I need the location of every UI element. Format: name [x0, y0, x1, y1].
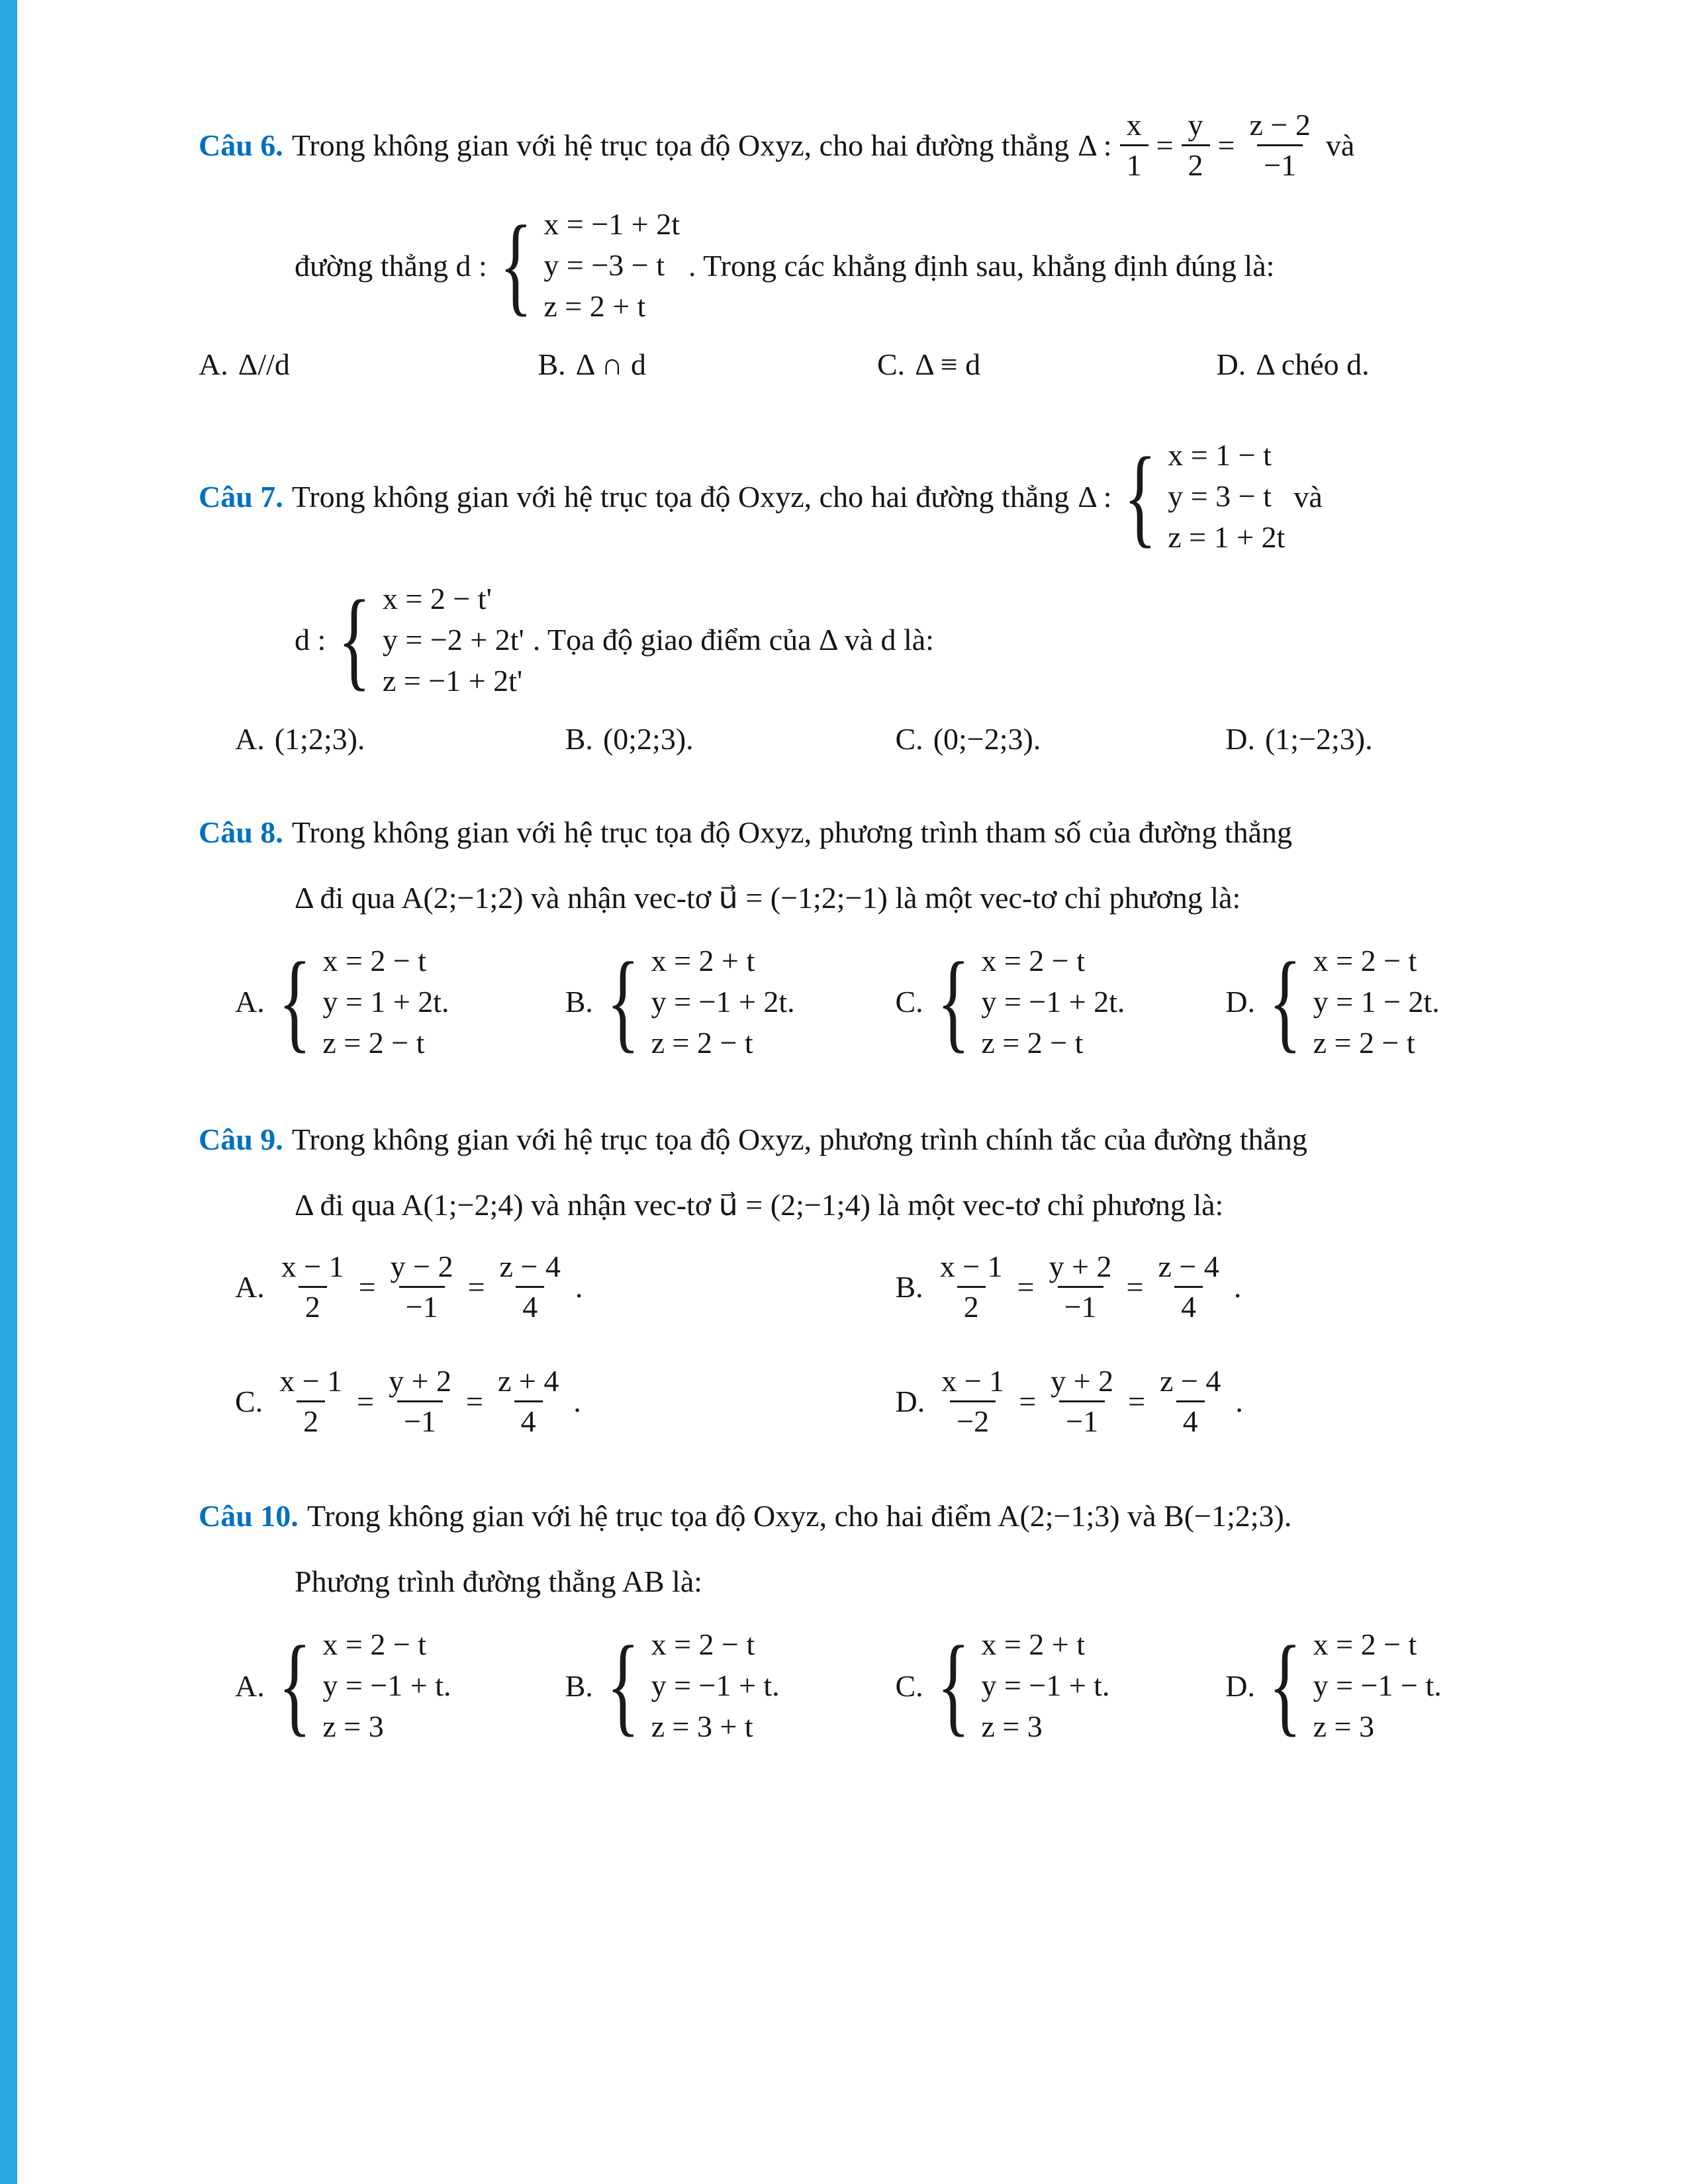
system-line: y = −1 + t.	[981, 1668, 1110, 1703]
fraction-denominator: 2	[299, 1286, 327, 1326]
question-8-line2: Δ đi qua A(2;−1;2) và nhận vec-tơ u⃗ = (−1;2;−1) là một vec-tơ chỉ phương là:	[295, 880, 1241, 915]
question-10-label: Câu 10.	[199, 1499, 299, 1533]
system-line: y = −1 + 2t.	[981, 984, 1125, 1019]
option-letter: B.	[538, 347, 566, 382]
option-a	[235, 940, 565, 1064]
option-b	[538, 347, 878, 382]
fraction-numerator: y + 2	[1051, 1364, 1114, 1398]
equation-system-delta	[1120, 435, 1286, 558]
option-letter: A.	[235, 1269, 265, 1304]
question-7-label: Câu 7.	[199, 479, 283, 514]
system-line: y = −1 + t.	[651, 1668, 780, 1703]
system-lines	[322, 1624, 451, 1747]
option-letter: C.	[895, 721, 923, 756]
system-line: z = 3	[1313, 1709, 1374, 1744]
option-a	[235, 721, 565, 756]
option-letter: C.	[235, 1384, 263, 1418]
option-d	[1225, 1624, 1556, 1747]
left-brace-icon: {	[278, 1623, 312, 1747]
option-text: Δ ≡ d	[915, 347, 981, 382]
question-8-label: Câu 8.	[199, 815, 283, 849]
system-line: z = 2 − t	[651, 1026, 753, 1060]
fraction-numerator: y + 2	[1049, 1250, 1112, 1284]
left-brace-icon: {	[499, 203, 533, 327]
delta-prefix: Δ :	[1078, 128, 1112, 162]
system-line: x = 2 + t	[981, 1627, 1085, 1662]
option-text: (1;−2;3).	[1264, 721, 1373, 756]
equals-sign: =	[1019, 1384, 1037, 1418]
option-a	[235, 1248, 896, 1326]
question-6-intro: Trong không gian với hệ trục tọa độ Oxyz, cho hai đường thẳng	[291, 128, 1070, 162]
option-letter: D.	[1225, 1668, 1255, 1703]
fraction-y	[1182, 106, 1210, 184]
left-brace-icon: {	[1268, 940, 1302, 1064]
fraction-denominator: −2	[950, 1400, 996, 1441]
option-equation	[273, 1362, 581, 1440]
option-letter: A.	[235, 985, 265, 1019]
option-system	[275, 940, 449, 1064]
question-9-statement	[199, 1116, 1556, 1162]
equals-sign: =	[1128, 1384, 1146, 1418]
question-6-statement	[199, 106, 1556, 184]
option-text: Δ//d	[238, 347, 290, 382]
question-8-statement	[199, 809, 1556, 855]
option-text: Δ ∩ d	[575, 347, 646, 382]
system-line: y = −1 + t.	[322, 1668, 451, 1703]
question-6-options	[199, 347, 1556, 382]
conjunction-va: và	[1293, 479, 1323, 514]
question-7-statement	[199, 435, 1556, 558]
system-line: z = 2 − t	[1313, 1026, 1415, 1060]
fraction	[382, 1362, 458, 1440]
fraction-x	[1120, 106, 1149, 184]
fraction	[384, 1248, 460, 1326]
question-6	[199, 106, 1556, 382]
equals-sign: =	[466, 1384, 483, 1418]
option-letter: B.	[895, 1269, 923, 1304]
equals-sign: =	[358, 1269, 376, 1304]
system-line: x = 2 − t	[1313, 1627, 1417, 1662]
fraction-numerator: x − 1	[279, 1364, 343, 1398]
option-letter: C.	[895, 1668, 923, 1703]
left-brace-icon: {	[937, 1623, 970, 1747]
question-6-line-d	[295, 204, 1556, 327]
fraction	[935, 1362, 1011, 1440]
option-d	[1225, 940, 1556, 1064]
option-c	[235, 1362, 896, 1440]
fraction-numerator: x − 1	[941, 1364, 1005, 1398]
left-brace-icon: {	[606, 940, 640, 1064]
option-system	[933, 940, 1125, 1064]
option-letter: B.	[565, 721, 593, 756]
fraction	[1153, 1362, 1227, 1440]
system-lines	[1168, 435, 1285, 558]
system-line: y = −1 + 2t.	[651, 984, 795, 1019]
fraction-numerator: y + 2	[389, 1364, 452, 1398]
equals-sign: =	[1217, 128, 1235, 162]
fraction-numerator: z + 4	[498, 1364, 559, 1398]
system-line: x = 2 − t'	[382, 581, 492, 615]
system-line: z = 2 − t	[981, 1026, 1084, 1060]
left-brace-icon: {	[338, 577, 371, 701]
question-9-label: Câu 9.	[199, 1122, 283, 1157]
option-c	[896, 1624, 1226, 1747]
fraction-numerator: z − 4	[1158, 1250, 1219, 1284]
system-line: x = 2 + t	[651, 943, 755, 978]
question-8-options	[199, 940, 1556, 1064]
question-9-options	[199, 1248, 1556, 1440]
system-lines	[543, 204, 680, 327]
conjunction-va: và	[1325, 128, 1355, 162]
question-10-intro: Trong không gian với hệ trục tọa độ Oxyz, cho hai điểm A(2;−1;3) và B(−1;2;3).	[306, 1499, 1292, 1533]
option-b	[565, 940, 896, 1064]
option-letter: A.	[235, 1668, 265, 1703]
question-7-delta-system	[1078, 435, 1285, 558]
fraction	[275, 1248, 351, 1326]
fraction-denominator: −1	[1059, 1400, 1105, 1441]
option-b	[565, 721, 896, 756]
system-line: z = 1 + 2t	[1168, 520, 1286, 555]
question-10-statement	[199, 1493, 1556, 1539]
question-7-intro: Trong không gian với hệ trục tọa độ Oxyz, cho hai đường thẳng	[291, 479, 1070, 514]
fraction	[491, 1362, 565, 1440]
system-line: y = 1 − 2t.	[1313, 984, 1440, 1019]
option-letter: D.	[1225, 985, 1255, 1019]
system-lines	[981, 1624, 1109, 1747]
option-system	[603, 1624, 780, 1747]
fraction	[1044, 1362, 1120, 1440]
left-brace-icon: {	[606, 1623, 640, 1747]
fraction-denominator: −1	[397, 1400, 443, 1441]
fraction-numerator: y	[1188, 108, 1203, 142]
system-line: z = 3 + t	[651, 1709, 753, 1744]
option-d	[1217, 347, 1556, 382]
fraction-denominator: −1	[1058, 1286, 1103, 1326]
fraction-denominator: −1	[1257, 144, 1303, 185]
question-9	[199, 1116, 1556, 1440]
option-letter: B.	[565, 1668, 593, 1703]
option-a	[199, 347, 538, 382]
question-6-label: Câu 6.	[199, 128, 283, 162]
option-text: (0;2;3).	[602, 721, 694, 756]
left-brace-icon: {	[937, 940, 970, 1064]
system-line: x = 2 − t	[981, 943, 1085, 978]
system-line: y = 3 − t	[1168, 479, 1272, 514]
option-c	[896, 940, 1226, 1064]
system-line: y = −1 − t.	[1313, 1668, 1442, 1703]
question-7-prompt: . Tọa độ giao điểm của Δ và d là:	[532, 623, 934, 657]
equals-sign: =	[467, 1269, 485, 1304]
question-10-statement-2	[295, 1559, 1556, 1604]
fraction-denominator: 2	[297, 1400, 325, 1441]
option-system	[933, 1624, 1110, 1747]
option-letter: C.	[895, 985, 923, 1019]
system-lines	[1313, 1624, 1442, 1747]
fraction-denominator: −1	[399, 1286, 445, 1326]
system-line: x = 2 − t	[1313, 943, 1417, 978]
period: .	[573, 1384, 581, 1418]
option-a	[235, 1624, 565, 1747]
fraction-numerator: z − 4	[499, 1250, 561, 1284]
fraction	[273, 1362, 349, 1440]
fraction	[1152, 1248, 1226, 1326]
page-edge-bar	[0, 0, 17, 2184]
left-brace-icon: {	[1268, 1623, 1302, 1747]
system-line: z = 2 + t	[543, 289, 646, 324]
system-lines	[651, 940, 795, 1064]
system-line: z = 3	[981, 1709, 1043, 1744]
option-text: Δ chéo d.	[1256, 347, 1370, 382]
option-b	[565, 1624, 896, 1747]
question-6-prompt: . Trong các khẳng định sau, khẳng định đúng là:	[688, 248, 1275, 283]
option-letter: D.	[1216, 347, 1246, 382]
line-d-prefix: đường thẳng d :	[295, 248, 487, 283]
question-9-statement-2	[295, 1182, 1556, 1228]
option-c	[896, 721, 1226, 756]
fraction-denominator: 2	[1182, 144, 1210, 185]
option-system	[1265, 1624, 1442, 1747]
option-text: (0;−2;3).	[933, 721, 1041, 756]
question-9-intro: Trong không gian với hệ trục tọa độ Oxyz, phương trình chính tắc của đường thẳng	[291, 1122, 1307, 1157]
left-brace-icon: {	[1123, 434, 1156, 558]
fraction-numerator: z − 2	[1249, 108, 1311, 142]
system-lines	[1313, 940, 1440, 1064]
question-7-line-d	[295, 578, 1556, 702]
system-lines	[981, 940, 1125, 1064]
option-letter: A.	[235, 721, 265, 756]
question-8-statement-2	[295, 875, 1556, 921]
question-10-line2: Phương trình đường thẳng AB là:	[295, 1565, 703, 1599]
question-9-line2: Δ đi qua A(1;−2;4) và nhận vec-tơ u⃗ = (2;−1;4) là một vec-tơ chỉ phương là:	[295, 1188, 1224, 1222]
equation-system-d	[334, 578, 524, 702]
question-6-line-equation	[1078, 106, 1317, 184]
fraction-numerator: y − 2	[390, 1250, 453, 1284]
fraction-numerator: x	[1126, 108, 1142, 142]
period: .	[1233, 1269, 1242, 1304]
question-7-options	[199, 721, 1556, 756]
fraction	[933, 1248, 1009, 1326]
fraction-denominator: 4	[1174, 1286, 1203, 1326]
system-line: z = 3	[322, 1709, 384, 1744]
system-line: z = 2 − t	[322, 1026, 425, 1060]
equals-sign: =	[1126, 1269, 1144, 1304]
system-line: x = 2 − t	[322, 1627, 427, 1662]
system-line: x = −1 + 2t	[543, 207, 680, 241]
system-line: x = 2 − t	[651, 1627, 755, 1662]
option-letter: C.	[877, 347, 906, 382]
question-10	[199, 1493, 1556, 1747]
fraction	[1043, 1248, 1119, 1326]
period: .	[575, 1269, 583, 1304]
system-line: z = −1 + 2t'	[382, 663, 523, 698]
fraction-denominator: 1	[1120, 144, 1149, 185]
fraction-numerator: x − 1	[939, 1250, 1003, 1284]
option-letter: D.	[895, 1384, 925, 1418]
equals-sign: =	[1156, 128, 1174, 162]
option-text: (1;2;3).	[274, 721, 365, 756]
option-equation	[935, 1362, 1243, 1440]
system-line: y = −3 − t	[543, 248, 665, 283]
fraction-denominator: 4	[516, 1286, 544, 1326]
system-line: x = 1 − t	[1168, 438, 1272, 473]
option-letter: A.	[199, 347, 228, 382]
delta-prefix: Δ :	[1078, 479, 1112, 514]
system-line: y = 1 + 2t.	[322, 984, 449, 1019]
question-8-intro: Trong không gian với hệ trục tọa độ Oxyz, phương trình tham số của đường thẳng	[291, 815, 1292, 849]
fraction-numerator: z − 4	[1160, 1364, 1221, 1398]
option-d	[896, 1362, 1556, 1440]
option-equation	[275, 1248, 583, 1326]
option-system	[603, 940, 795, 1064]
system-lines	[383, 578, 524, 702]
fraction-numerator: x − 1	[281, 1250, 344, 1284]
option-system	[275, 1624, 451, 1747]
left-brace-icon: {	[278, 940, 312, 1064]
option-letter: B.	[565, 985, 593, 1019]
period: .	[1235, 1384, 1243, 1418]
fraction-denominator: 4	[514, 1400, 543, 1441]
system-line: x = 2 − t	[322, 943, 427, 978]
option-equation	[933, 1248, 1242, 1326]
equation-system-d	[496, 204, 680, 327]
question-10-options	[199, 1624, 1556, 1747]
question-7	[199, 435, 1556, 756]
fraction	[493, 1248, 567, 1326]
fraction-denominator: 4	[1176, 1400, 1205, 1441]
system-line: y = −2 + 2t'	[382, 622, 524, 657]
line-d-prefix: d :	[295, 623, 326, 657]
fraction-denominator: 2	[957, 1286, 986, 1326]
option-d	[1225, 721, 1556, 756]
system-lines	[651, 1624, 780, 1747]
option-letter: D.	[1225, 721, 1255, 756]
fraction-z	[1243, 106, 1317, 184]
option-c	[877, 347, 1217, 382]
system-lines	[322, 940, 449, 1064]
question-8	[199, 809, 1556, 1064]
equals-sign: =	[357, 1384, 375, 1418]
equals-sign: =	[1017, 1269, 1035, 1304]
option-b	[896, 1248, 1556, 1326]
option-system	[1265, 940, 1440, 1064]
